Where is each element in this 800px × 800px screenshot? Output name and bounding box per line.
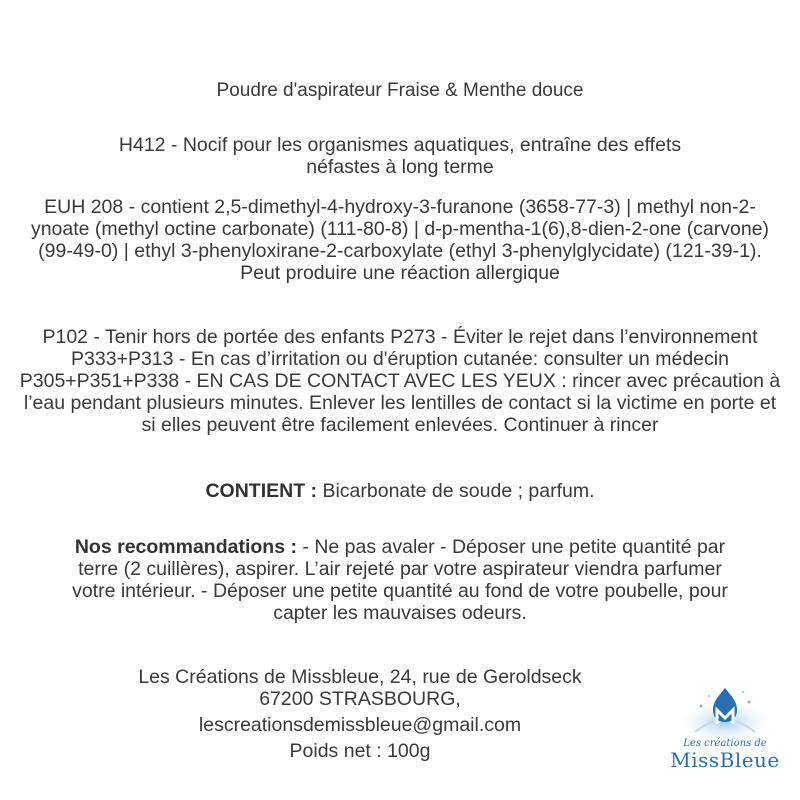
- recommendations-value: - Ne pas avaler - Déposer une petite quantité par terre (2 cuillères), aspirer. L’air rejeté par votre aspirateur viendra parfumer votre intérieur. - Déposer une petite quantité au fond de votre poubelle, pour capter les mauvaises odeurs.: [72, 536, 728, 624]
- hazard-statement: H412 - Nocif pour les organismes aquatiques, entraîne des effets néfastes à long terme: [118, 134, 682, 178]
- net-weight: Poids net : 100g: [289, 740, 431, 762]
- address-line-2: 67200 STRASBOURG,: [259, 688, 461, 710]
- logo-name: MissBleue: [670, 748, 780, 772]
- address-line-1: Les Créations de Missbleue, 24, rue de Geroldseck: [138, 666, 582, 688]
- recommendations: [60, 536, 740, 624]
- contact-email: lescreationsdemissbleue@gmail.com: [198, 714, 522, 736]
- ingredients-label: CONTIENT :: [205, 480, 318, 502]
- euh-statement: EUH 208 - contient 2,5-dimethyl-4-hydroxy-3-furanone (3658-77-3) | methyl non-2-ynoate (methyl octine carbonate) (111-80-8) | d-p-mentha-1(6),8-dien-2-one (carvone) (99-49-0) | ethyl 3-phenyloxirane-2-carboxylate (ethyl 3-phenylglycidate) (121-39-1). Peut produire une réaction allergique: [30, 196, 770, 284]
- logo-subtitle: Les créations de: [683, 738, 767, 749]
- precautionary-statements: P102 - Tenir hors de portée des enfants P273 - Éviter le rejet dans l’environnement P333+P313 - En cas d’irritation ou d'éruption cutanée: consulter un médecin P305+P351+P338 - EN CAS DE CONTACT AVEC LES YEUX : rincer avec précaution à l’eau pendant plusieurs minutes. Enlever les lentilles de contact si la victime en porte et si elles peuvent être facilement enlevées. Continuer à rincer: [19, 326, 781, 436]
- recommendations-label: Nos recommandations :: [74, 536, 297, 558]
- ingredients: [15, 480, 785, 502]
- ingredients-value: Bicarbonate de soude ; parfum.: [317, 480, 595, 502]
- product-title: Poudre d'aspirateur Fraise & Menthe douce: [216, 80, 584, 101]
- manufacturer-address: [40, 666, 680, 762]
- logo-emblem-icon: [665, 680, 785, 740]
- missbleue-logo: [665, 680, 785, 780]
